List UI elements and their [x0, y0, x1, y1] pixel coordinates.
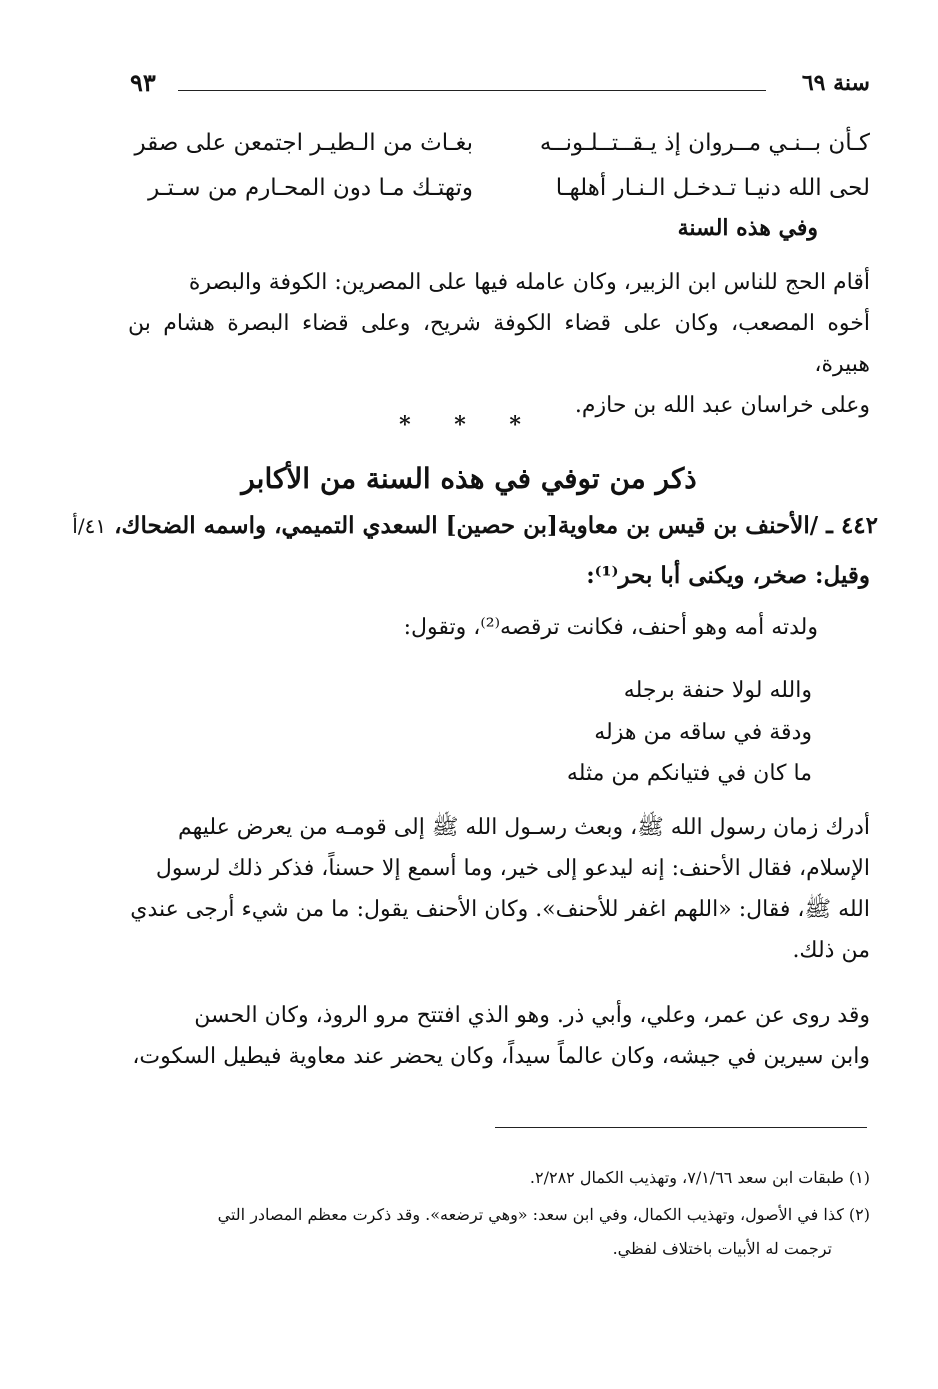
- paragraph-line: أخوه المصعب، وكان على قضاء الكوفة شريح، وعلى قضاء البصرة هشام بن هبيرة،: [128, 311, 870, 377]
- header-rule: [178, 90, 766, 91]
- entry-name: ٤٤٢ ـ /الأحنف بن قيس بن معاوية[بن حصين] السعدي التميمي، واسمه الضحاك،: [114, 512, 878, 539]
- paragraph-line: من ذلك.: [792, 938, 870, 963]
- verse-line: ودقة في ساقه من هزله: [594, 720, 812, 745]
- paragraph-prophet: [128, 807, 870, 971]
- entry-heading-line2: وقيل: صخر، ويكنى أبا بحر⁽¹⁾:: [586, 562, 870, 589]
- section-title: ذكر من توفي في هذه السنة من الأكابر: [241, 462, 697, 495]
- poem-hemistich-right: لحى الله دنيـا تـدخـل الـنـار أهلهـا: [555, 175, 870, 201]
- paragraph-line: الإسلام، فقال الأحنف: إنه ليدعو إلى خير، وما أسمع إلا حسناً، فذكر ذلك لرسول: [155, 856, 870, 881]
- subheading: وفي هذه السنة: [677, 215, 818, 241]
- poem-hemistich-right: كـأن بــنـي مــروان إذ يـقــتــلـونــه: [539, 130, 870, 156]
- paragraph-birth: ولدته أمه وهو أحنف، فكانت ترقصه⁽²⁾، وتقول:: [403, 615, 818, 640]
- paragraph-narration: [128, 995, 870, 1077]
- paragraph-line: وابن سيرين في جيشه، وكان عالماً سيداً، وكان يحضر عند معاوية فيطيل السكوت،: [132, 1044, 870, 1069]
- paragraph-line: وقد روى عن عمر، وعلي، وأبي ذر. وهو الذي افتتح مرو الروذ، وكان الحسن: [194, 1003, 870, 1028]
- section-separator: * * *: [399, 412, 539, 438]
- poem-hemistich-left: وتهتـك مـا دون المحـارم من سـتـر: [148, 175, 473, 201]
- footnote: (١) طبقات ابن سعد ٧/١/٦٦، وتهذيب الكمال ٢/٢٨٢.: [529, 1168, 870, 1187]
- page-number: ٩٣: [130, 68, 156, 97]
- verse-line: ما كان في فتيانكم من مثله: [566, 761, 812, 786]
- footnote: (٢) كذا في الأصول، وتهذيب الكمال، وفي ابن سعد: «وهي ترضعه». وقد ذكرت معظم المصادر التي: [217, 1205, 870, 1224]
- verse-line: والله لولا حنفة برجله: [623, 678, 812, 703]
- poem-hemistich-left: بغـاث من الـطيـر اجتمعن على صقر: [134, 130, 473, 156]
- paragraph-line: أقام الحج للناس ابن الزبير، وكان عامله فيها على المصرين: الكوفة والبصرة: [188, 270, 870, 295]
- entry-heading-line1: [72, 512, 878, 539]
- page-header: [130, 68, 870, 102]
- folio-marker: ٤١/أ: [72, 514, 107, 538]
- paragraph-line: الله ﷺ، فقال: «اللهم اغفر للأحنف». وكان الأحنف يقول: ما من شيء أرجى عندي: [130, 897, 870, 922]
- paragraph-line: أدرك زمان رسول الله ﷺ، وبعث رسـول الله ﷺ إلى قومـه من يعرض عليهم: [177, 815, 870, 840]
- paragraph-line: وعلى خراسان عبد الله بن حازم.: [574, 393, 870, 418]
- paragraph-hajj: [128, 262, 870, 426]
- footnote-continuation: ترجمت له الأبيات باختلاف لفظي.: [612, 1239, 832, 1258]
- running-title: سنة ٦٩: [801, 70, 870, 96]
- footnote-rule: [495, 1127, 867, 1128]
